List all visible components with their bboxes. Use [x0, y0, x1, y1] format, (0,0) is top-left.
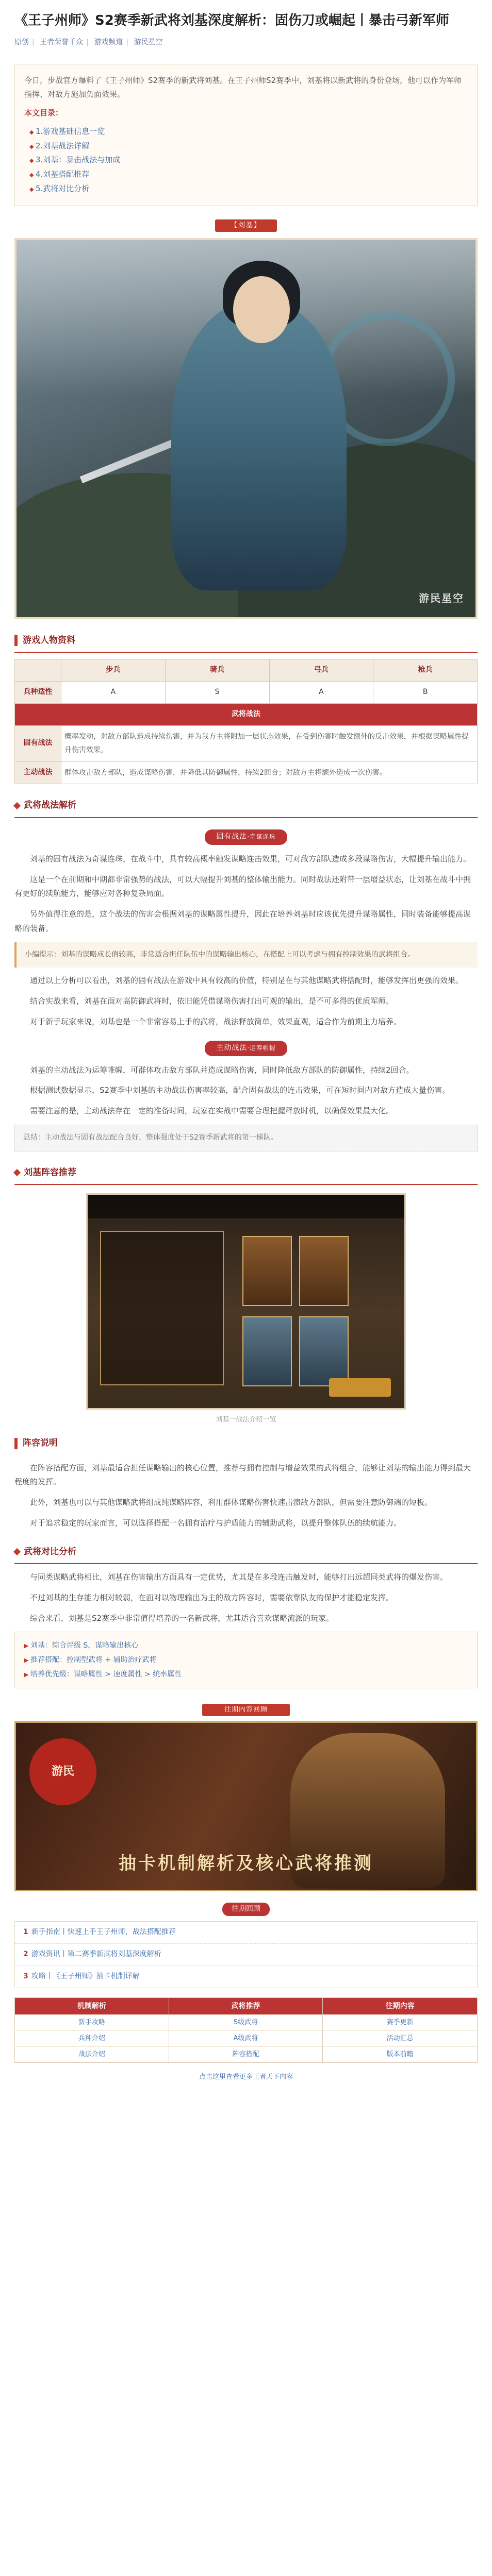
nav-link[interactable]: 版本前瞻 [323, 2046, 477, 2062]
section-compare [14, 1544, 478, 1689]
nav-column-head: 往期内容 [323, 1998, 477, 2014]
related-item[interactable]: 2 游戏资讯丨第二赛季新武将刘基深度解析 [15, 1944, 477, 1966]
brand-seal-icon: 游民 [29, 1738, 96, 1805]
promo-banner[interactable] [14, 1721, 478, 1891]
nav-link[interactable]: 兵种介绍 [15, 2030, 169, 2046]
list-item: ▶ 刘基：综合评级 S，谋略输出核心 [24, 1638, 468, 1653]
meta-tag[interactable]: 原创 [14, 38, 29, 46]
meta-author[interactable]: 王者荣誉千众 [40, 38, 84, 46]
hero-banner-tag: 【刘基】 [215, 219, 277, 232]
related-title: 往期回顾 [222, 1903, 270, 1916]
nav-link[interactable]: 阵容搭配 [169, 2046, 323, 2062]
table-row [15, 725, 478, 761]
nav-link[interactable]: 新手攻略 [15, 2014, 169, 2030]
screenshot-caption: 刘基一战法介绍一览 [216, 1416, 276, 1424]
paragraph: 需要注意的是，主动战法存在一定的准备时间，玩家在实战中需要合理把握释放时机，以确保效果最大化。 [30, 1106, 394, 1116]
skill-pill: 固有战法·奇谋连珠 [205, 829, 287, 845]
article-meta: 原创 | 王者荣誉千众 | 游戏频道 | 游民星空 [14, 38, 163, 46]
promo-tag: 往期内容回顾 [202, 1704, 290, 1716]
paragraph: 刘基的固有战法为奇谋连珠，在战斗中，具有较高概率触发谋略连击效果，可对敌方部队造成多段谋略伤害，大幅提升输出能力。 [30, 854, 471, 863]
paragraph: 不过刘基的生存能力相对较弱，在面对以物理输出为主的敌方阵容时，需要依靠队友的保护才能稳定发挥。 [30, 1592, 394, 1602]
watermark: 游民星空 [419, 591, 464, 604]
tip-box: 小编提示：刘基的谋略成长值较高，非常适合担任队伍中的谋略输出核心，在搭配上可以考虑与拥有控制效果的武将组合。 [14, 942, 478, 968]
related-head [14, 1903, 478, 1916]
confirm-button [329, 1378, 391, 1397]
nav-column-head: 武将推荐 [169, 1998, 323, 2014]
intro-text: 今日，步战官方爆料了《王子州师》S2赛季的新武将刘基。在王子州师S2赛季中，刘基将以新武将的身份登场，他可以作为军师指挥、对敌方施加负面效果。 [24, 75, 462, 99]
footer-link[interactable]: 点击这里查看更多王者天下内容 [199, 2073, 293, 2081]
related-list [14, 1921, 478, 1988]
row-label: 固有战法 [15, 725, 61, 761]
article-title: 《王子州师》S2赛季新武将刘基深度解析：固伤刀或崛起丨暴击弓新军师 [14, 13, 449, 28]
section-title: 游戏人物资料 [23, 635, 75, 646]
table-row [15, 681, 478, 703]
row-label: 主动战法 [15, 761, 61, 784]
nav-link[interactable]: 战法介绍 [15, 2046, 169, 2062]
hero-figure [171, 302, 347, 590]
paragraph: 通过以上分析可以看出，刘基的固有战法在游戏中具有较高的价值，特别是在与其他谋略武将搭配时，能够发挥出更强的效果。 [30, 976, 464, 986]
paragraph: 结合实战来看，刘基在面对高防御武将时，依旧能凭借谋略伤害打出可观的输出，是不可多得的优质军师。 [30, 996, 394, 1006]
related-item[interactable]: 1 新手指南丨快速上手王子州师，战法搭配推荐 [15, 1922, 477, 1944]
hero-artwork [14, 238, 478, 619]
paragraph: 对于追求稳定的玩家而言，可以选择搭配一名拥有治疗与护盾能力的辅助武将，以提升整体队伍的续航能力。 [30, 1518, 402, 1528]
meta-channel[interactable]: 游戏频道 [94, 38, 123, 46]
intro-box [14, 64, 478, 206]
paragraph: 与同类谋略武将相比，刘基在伤害输出方面具有一定优势，尤其是在多段连击触发时，能够打出远超同类武将的爆发伤害。 [30, 1572, 448, 1582]
article-header [14, 0, 478, 55]
toc-item[interactable]: ◆ 2.刘基战法详解 [29, 139, 468, 154]
nav-column [15, 1998, 169, 2062]
nav-column-head: 机制解析 [15, 1998, 169, 2014]
nav-grid [14, 1997, 478, 2063]
intro-guide: 本文目录： [24, 108, 63, 118]
toc-list [24, 125, 468, 196]
nav-column [323, 1998, 477, 2062]
paragraph: 另外值得注意的是，这个战法的伤害会根据刘基的谋略属性提升，因此在培养刘基时应该优先提升谋略属性，同时装备能够提高谋略的装备。 [14, 909, 471, 933]
section-skills [14, 798, 478, 1151]
table-row [15, 703, 478, 725]
table-cell: A [61, 681, 166, 703]
hero-card [299, 1236, 349, 1306]
table-cell: A [269, 681, 373, 703]
table-header: 骑兵 [165, 659, 269, 682]
info-panel [100, 1231, 224, 1385]
nav-link[interactable]: 赛季更新 [323, 2014, 477, 2030]
section-profile [14, 633, 478, 785]
paragraph: 综合来看，刘基是S2赛季中非常值得培养的一名新武将，尤其适合喜欢谋略流派的玩家。 [30, 1613, 334, 1623]
summary-box: 总结：主动战法与固有战法配合良好，整体强度处于S2赛季新武将的第一梯队。 [14, 1125, 478, 1151]
table-subhead: 武将战法 [15, 703, 478, 725]
section-lineup [14, 1165, 478, 1531]
table-cell: S [165, 681, 269, 703]
toc-item[interactable]: ◆ 1.游戏基础信息一览 [29, 125, 468, 139]
subsection-title: 阵容说明 [23, 1438, 58, 1449]
table-cell: 概率发动，对敌方部队造成持续伤害，并为我方主将附加一层状态效果，在受到伤害时触发额外的反击效果，并根据谋略属性提升伤害效果。 [61, 725, 478, 761]
table-cell: 群体攻击敌方部队，造成谋略伤害，并降低其防御属性，持续2回合；对敌方主将额外造成一次伤害。 [61, 761, 478, 784]
table-header: 弓兵 [269, 659, 373, 682]
list-item: ▶ 培养优先级：谋略属性 > 速度属性 > 统率属性 [24, 1667, 468, 1682]
row-label: 兵种适性 [15, 681, 61, 703]
section-title: 刘基阵容推荐 [24, 1167, 76, 1178]
toc-item[interactable]: ◆ 5.武将对比分析 [29, 182, 468, 196]
paragraph: 此外，刘基也可以与其他谋略武将组成纯谋略阵容，利用群体谋略伤害快速击溃敌方部队，但需要注意防御端的短板。 [30, 1498, 433, 1507]
table-header: 枪兵 [373, 659, 478, 682]
related-item[interactable]: 3 攻略丨《王子州师》抽卡机制详解 [23, 1972, 140, 1980]
paragraph: 刘基的主动战法为运筹帷幄，可群体攻击敌方部队并造成谋略伤害，同时降低敌方部队的防御属性，持续2回合。 [30, 1065, 414, 1075]
nav-link[interactable]: 活动汇总 [323, 2030, 477, 2046]
table-header: 步兵 [61, 659, 166, 682]
section-title: 武将对比分析 [24, 1546, 76, 1557]
stats-table [14, 659, 478, 784]
list-item: ▶ 推荐搭配：控制型武将 + 辅助治疗武将 [24, 1653, 468, 1667]
table-row [15, 761, 478, 784]
nav-link[interactable]: A级武将 [169, 2030, 323, 2046]
game-screenshot [86, 1193, 406, 1410]
skill-card [242, 1316, 292, 1386]
meta-source[interactable]: 游民星空 [134, 38, 163, 46]
nav-link[interactable]: S级武将 [169, 2014, 323, 2030]
section-title: 武将战法解析 [24, 800, 76, 811]
nav-column [169, 1998, 323, 2062]
paragraph: 在阵容搭配方面，刘基最适合担任谋略输出的核心位置，推荐与拥有控制与增益效果的武将组合，能够让刘基的输出能力得到最大程度的发挥。 [14, 1463, 471, 1487]
skill-pill: 主动战法·运筹帷幄 [205, 1041, 287, 1056]
toc-item[interactable]: ◆ 4.刘基搭配推荐 [29, 167, 468, 182]
table-header [15, 659, 61, 682]
summary-list [14, 1632, 478, 1688]
hero-card [242, 1236, 292, 1306]
promo-title: 抽卡机制解析及核心武将推测 [119, 1853, 373, 1874]
paragraph: 根据测试数据显示，S2赛季中刘基的主动战法伤害率较高，配合固有战法的连击效果，可在短时间内对敌方造成大量伤害。 [30, 1086, 450, 1095]
paragraph: 对于新手玩家来说，刘基也是一个非常容易上手的武将，战法释放简单，效果直观，适合作为前期主力培养。 [30, 1016, 402, 1026]
skill-card [299, 1316, 349, 1386]
table-cell: B [373, 681, 478, 703]
paragraph: 这是一个在前期和中期都非常强势的战法，可以大幅提升刘基的整体输出能力。同时战法还附带一层增益状态，让刘基在战斗中拥有更好的续航能力，能够应对各种复杂局面。 [14, 874, 471, 899]
toc-item[interactable]: ◆ 3.刘基：暴击战法与加成 [29, 153, 468, 167]
